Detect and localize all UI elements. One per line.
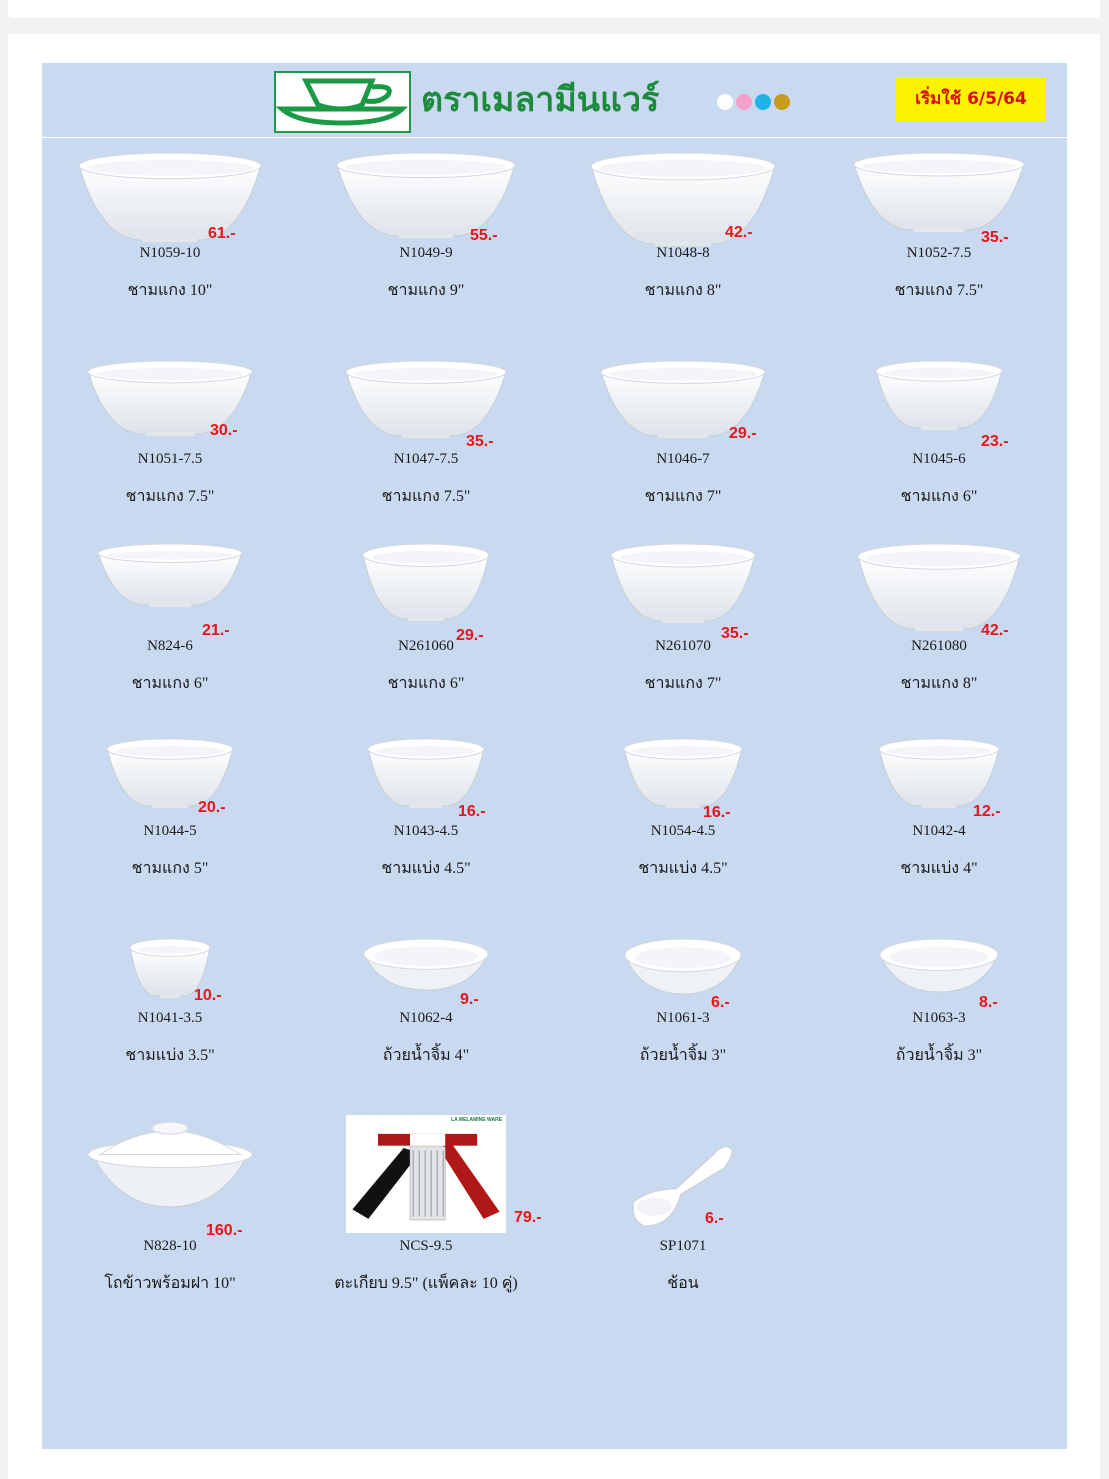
start-date-badge: เริ่มใช้ 6/5/64: [896, 78, 1046, 121]
product-code: N261060: [398, 638, 454, 654]
dipping-dish-image: [623, 938, 743, 1001]
product-name: ชามแกง 10": [127, 282, 213, 299]
product-name: ชามแกง 6": [900, 488, 978, 505]
product-name: ชามแกง 7.5": [894, 282, 984, 299]
bowl-image: [874, 360, 1004, 437]
product-name: โถข้าวพร้อมฝา 10": [104, 1275, 236, 1292]
dipping-dish-image: [362, 938, 490, 997]
bowl-image: [361, 543, 491, 628]
chopsticks-image: [346, 1115, 506, 1233]
brand-title: ตราเมลามีนแวร์: [421, 80, 660, 120]
product-name: ชามแกง 7": [644, 488, 722, 505]
product-code: N261080: [911, 638, 967, 654]
product-code: N1054-4.5: [650, 823, 716, 839]
price-label: 16.-: [703, 804, 731, 821]
price-label: 35.-: [981, 229, 1009, 246]
product-name: ชามแบ่ง 4.5": [381, 860, 471, 877]
price-label: 16.-: [458, 803, 486, 820]
product-code: N1059-10: [139, 245, 201, 261]
product-code: NCS-9.5: [399, 1238, 453, 1254]
product-code: N1041-3.5: [137, 1010, 203, 1026]
product-name: ชามแกง 5": [131, 860, 209, 877]
bowl-image: [852, 152, 1026, 239]
color-dot: [755, 94, 771, 110]
product-name: ชามแกง 7.5": [381, 488, 471, 505]
dipping-dish-image: [878, 938, 1000, 999]
product-name: ชามแบ่ง 4": [900, 860, 978, 877]
price-label: 21.-: [202, 622, 230, 639]
product-code: N828-10: [143, 1238, 197, 1254]
previous-page-edge: [8, 0, 1100, 18]
product-code: N1048-8: [656, 245, 710, 261]
product-name: ชามแกง 7": [644, 675, 722, 692]
product-code: N1044-5: [143, 823, 197, 839]
product-code: N1049-9: [399, 245, 453, 261]
color-dot: [717, 94, 733, 110]
product-name: ชามแกง 6": [131, 675, 209, 692]
product-code: N261070: [655, 638, 711, 654]
price-label: 20.-: [198, 799, 226, 816]
package-label: LA MELAMINE WARE: [451, 1117, 502, 1123]
product-code: N1051-7.5: [137, 451, 203, 467]
product-name: ชามแบ่ง 3.5": [125, 1047, 215, 1064]
product-name: ชามแกง 9": [387, 282, 465, 299]
product-name: ชามแกง 6": [387, 675, 465, 692]
product-name: ตะเกียบ 9.5" (แพ็คละ 10 คู่): [334, 1275, 518, 1292]
price-label: 9.-: [460, 991, 479, 1008]
product-code: N1061-3: [656, 1010, 710, 1026]
price-label: 35.-: [466, 433, 494, 450]
price-label: 30.-: [210, 422, 238, 439]
product-code: N1063-3: [912, 1010, 966, 1026]
cup-icon: [276, 73, 409, 131]
product-name: ช้อน: [667, 1275, 699, 1292]
product-name: ชามแกง 8": [644, 282, 722, 299]
product-code: SP1071: [659, 1238, 707, 1254]
product-name: ชามแกง 8": [900, 675, 978, 692]
header-divider: [42, 137, 1067, 138]
price-label: 42.-: [725, 224, 753, 241]
price-label: 160.-: [206, 1222, 243, 1239]
color-dot: [736, 94, 752, 110]
product-code: N1043-4.5: [393, 823, 459, 839]
price-label: 10.-: [194, 987, 222, 1004]
product-name: ชามแบ่ง 4.5": [638, 860, 728, 877]
brand-logo: [274, 71, 411, 133]
price-label: 42.-: [981, 622, 1009, 639]
product-code: N1045-6: [912, 451, 966, 467]
price-label: 6.-: [705, 1210, 724, 1227]
product-code: N1047-7.5: [393, 451, 459, 467]
lidded-bowl-image: [86, 1115, 254, 1214]
product-name: ชามแกง 7.5": [125, 488, 215, 505]
price-label: 8.-: [979, 994, 998, 1011]
product-name: ถ้วยน้ำจิ้ม 3": [639, 1047, 727, 1064]
price-label: 29.-: [456, 627, 484, 644]
price-label: 35.-: [721, 625, 749, 642]
price-label: 12.-: [973, 803, 1001, 820]
price-label: 29.-: [729, 425, 757, 442]
product-code: N824-6: [147, 638, 193, 654]
color-dots: [717, 94, 790, 110]
price-label: 23.-: [981, 433, 1009, 450]
price-label: 79.-: [514, 1209, 542, 1226]
product-code: N1042-4: [912, 823, 966, 839]
product-name: ถ้วยน้ำจิ้ม 4": [382, 1047, 470, 1064]
price-label: 55.-: [470, 227, 498, 244]
product-code: N1052-7.5: [906, 245, 972, 261]
color-dot: [774, 94, 790, 110]
price-label: 61.-: [208, 225, 236, 242]
bowl-image: [609, 543, 757, 630]
product-name: ถ้วยน้ำจิ้ม 3": [895, 1047, 983, 1064]
product-code: N1062-4: [399, 1010, 453, 1026]
price-label: 6.-: [711, 994, 730, 1011]
product-code: N1046-7: [656, 451, 710, 467]
bowl-image: [96, 543, 244, 614]
